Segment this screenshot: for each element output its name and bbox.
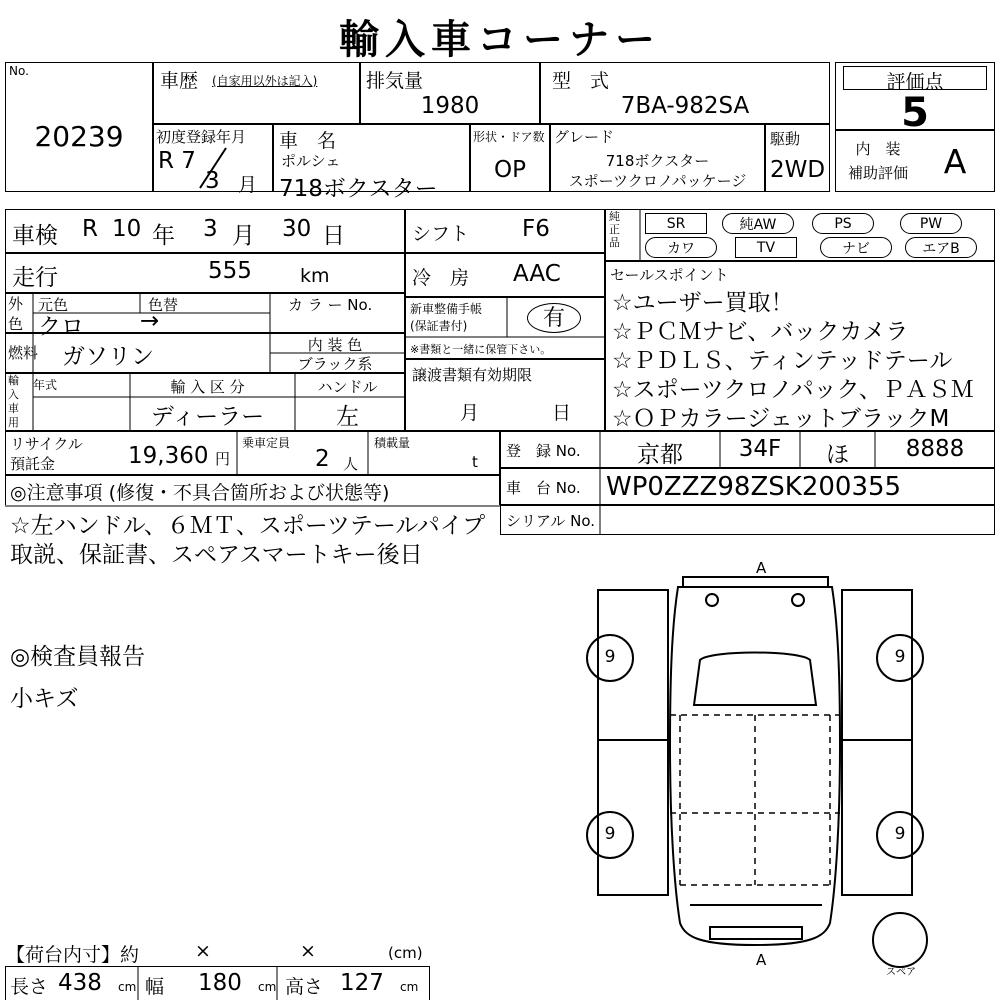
inspection-era: R — [82, 216, 98, 242]
carname-value: 718ボクスター — [279, 176, 438, 202]
interior-color-label: 内 装 色 — [307, 336, 363, 354]
bed-width-label: 幅 — [145, 976, 165, 998]
transfer-month: 月 — [460, 402, 480, 424]
bed-height-label: 高さ — [285, 976, 324, 998]
recycle-value: 19,360 — [128, 443, 209, 469]
mileage-unit: km — [300, 265, 330, 287]
equipment-navi: ナビ — [820, 237, 892, 258]
interior-score-label-1: 内 装 — [855, 140, 901, 158]
colorchange-label: 色替 — [148, 296, 179, 314]
registration-place: 京都 — [637, 442, 683, 468]
notes-divider — [5, 505, 500, 507]
equipment-ps: PS — [812, 213, 874, 234]
car-diagram-svg — [560, 555, 980, 970]
fuel-value: ガソリン — [62, 344, 154, 370]
shape-label: 形状・ドア数 — [473, 130, 545, 144]
mileage-box — [5, 253, 405, 293]
shift-label: シフト — [412, 223, 470, 245]
model-value: 7BA-982SA — [620, 93, 750, 119]
import-route-label: 輸 入 区 分 — [170, 378, 245, 396]
warranty-label-2: (保証書付) — [410, 319, 468, 333]
sales-point-2: ☆ＰＣＭナビ、バックカメラ — [612, 319, 909, 345]
displacement-value: 1980 — [420, 93, 480, 119]
recycle-label-1: リサイクル — [10, 435, 83, 453]
capacity-unit: 人 — [343, 455, 359, 473]
inspection-label: 車検 — [12, 223, 58, 249]
warranty-label-1: 新車整備手帳 — [410, 302, 483, 316]
recycle-unit: 円 — [215, 450, 231, 468]
inspection-year-unit: 年 — [152, 223, 175, 249]
damage-mark-2: 9 — [894, 647, 906, 667]
registration-number: 8888 — [905, 436, 965, 462]
colorno-label: カ ラ ー No. — [288, 296, 373, 314]
first-registration-month-unit: 月 — [238, 174, 258, 196]
history-label: 車歴 — [160, 70, 199, 92]
bed-width-unit: cm — [258, 980, 277, 994]
aircon-label: 冷 房 — [412, 267, 470, 289]
genuine-label: 純 正 品 — [609, 210, 620, 249]
equipment-sr: SR — [645, 213, 707, 234]
notes-header: ◎注意事項 (修復・不具合箇所および状態等) — [10, 482, 390, 504]
report-header: ◎検査員報告 — [10, 644, 146, 670]
bed-length-label: 長さ — [10, 976, 49, 998]
model-label: 型 式 — [552, 70, 610, 92]
damage-mark-1: 9 — [604, 647, 616, 667]
chassis-value: WP0ZZZ98ZSK200355 — [606, 472, 902, 502]
notes-line-2: 取説、保証書、スペアスマートキー後日 — [10, 542, 423, 568]
mileage-label: 走行 — [12, 265, 58, 291]
interior-color-value: ブラック系 — [297, 355, 373, 373]
exterior-label-2: 色 — [8, 315, 24, 333]
sales-point-1: ☆ユーザー買取！ — [612, 290, 794, 316]
bed-length-unit: cm — [118, 980, 137, 994]
basecolor-label: 元色 — [38, 296, 69, 314]
damage-mark-3: 9 — [604, 824, 616, 844]
equipment-airbag: エアB — [905, 237, 977, 258]
no-label: No. — [9, 64, 29, 78]
bed-length-value: 438 — [58, 970, 102, 996]
history-note: (自家用以外は記入) — [212, 74, 318, 88]
aircon-value: AAC — [513, 261, 561, 287]
colorchange-value: → — [140, 308, 160, 334]
equipment-aw: 純AW — [722, 213, 794, 234]
interior-score-label-2: 補助評価 — [847, 164, 908, 182]
bed-height-value: 127 — [340, 970, 384, 996]
sales-point-5: ☆ＯＰカラージェットブラックM — [612, 406, 950, 432]
maker-value: ポルシェ — [281, 152, 341, 170]
load-label: 積載量 — [374, 436, 411, 450]
capacity-label: 乗車定員 — [242, 436, 291, 450]
first-registration-label: 初度登録年月 — [156, 128, 247, 146]
carname-label: 車 名 — [279, 130, 337, 152]
shift-value: F6 — [522, 216, 550, 242]
score-label: 評価点 — [886, 71, 944, 93]
first-registration-year: R 7 — [158, 148, 196, 174]
spare-label: スペア — [886, 967, 916, 978]
drive-value: 2WD — [769, 157, 826, 183]
displacement-label: 排気量 — [366, 70, 424, 92]
registration-label: 登 録 No. — [506, 442, 581, 460]
bed-header: 【荷台内寸】約 — [6, 944, 140, 966]
drive-label: 駆動 — [770, 130, 801, 148]
registration-kana: ほ — [826, 442, 849, 468]
handle-value: 左 — [336, 404, 359, 430]
import-vertical-label: 輸 入 車 用 — [8, 374, 19, 429]
damage-mark-4: 9 — [894, 824, 906, 844]
svg-text:A: A — [756, 559, 767, 577]
equipment-tv: TV — [735, 237, 797, 258]
equipment-pw: PW — [900, 213, 962, 234]
report-line-1: 小キズ — [10, 686, 79, 712]
modelyear-label: 年式 — [33, 378, 58, 392]
inspection-day-unit: 日 — [322, 223, 345, 249]
no-value: 20239 — [34, 120, 124, 153]
bed-sep-2: × — [300, 940, 316, 962]
serial-label: シリアル No. — [506, 512, 596, 530]
exterior-label-1: 外 — [8, 295, 24, 313]
page-title: 輸入車コーナー — [339, 17, 661, 63]
svg-text:A: A — [756, 951, 767, 969]
bed-height-unit: cm — [400, 980, 419, 994]
notes-sides — [5, 475, 500, 505]
bed-width-value: 180 — [198, 970, 242, 996]
bed-sep-1: × — [195, 940, 211, 962]
interior-score-value: A — [943, 142, 967, 181]
notes-line-1: ☆左ハンドル、６ＭＴ、スポーツテールパイプ — [10, 513, 486, 539]
transfer-day: 日 — [552, 402, 572, 424]
capacity-value: 2 — [315, 446, 330, 472]
first-registration-month: 3 — [205, 168, 220, 194]
import-route-value: ディーラー — [150, 404, 265, 430]
handle-label: ハンドル — [317, 378, 378, 396]
warranty-value: 有 — [527, 303, 581, 333]
warranty-note: ※書類と一緒に保管下さい。 — [410, 343, 552, 356]
basecolor-value: クロ — [38, 314, 84, 340]
inspection-year: 10 — [112, 216, 142, 242]
car-diagram — [560, 555, 980, 978]
chassis-label: 車 台 No. — [506, 479, 581, 497]
score-value: 5 — [901, 90, 929, 136]
grade-line1: 718ボクスター — [605, 152, 710, 170]
grade-line2: スポーツクロノパッケージ — [568, 172, 747, 190]
registration-class: 34F — [738, 436, 782, 462]
transfer-label: 譲渡書類有効期限 — [412, 366, 533, 384]
mileage-value: 555 — [208, 258, 252, 284]
inspection-day: 30 — [282, 216, 312, 242]
sales-point-4: ☆スポーツクロノパック、ＰＡＳＭ — [612, 377, 974, 403]
sales-point-3: ☆ＰＤＬＳ、ティンテッドテール — [612, 348, 953, 374]
bed-unit-note: (cm) — [388, 944, 423, 962]
inspection-month: 3 — [203, 216, 218, 242]
fuel-label: 燃料 — [8, 344, 39, 362]
equipment-leather: カワ — [645, 237, 717, 258]
load-unit: t — [472, 453, 478, 471]
recycle-label-2: 預託金 — [10, 455, 56, 473]
grade-label: グレード — [554, 128, 615, 146]
shape-value: OP — [494, 157, 526, 183]
sales-points-header: セールスポイント — [610, 266, 729, 284]
inspection-month-unit: 月 — [232, 223, 255, 249]
